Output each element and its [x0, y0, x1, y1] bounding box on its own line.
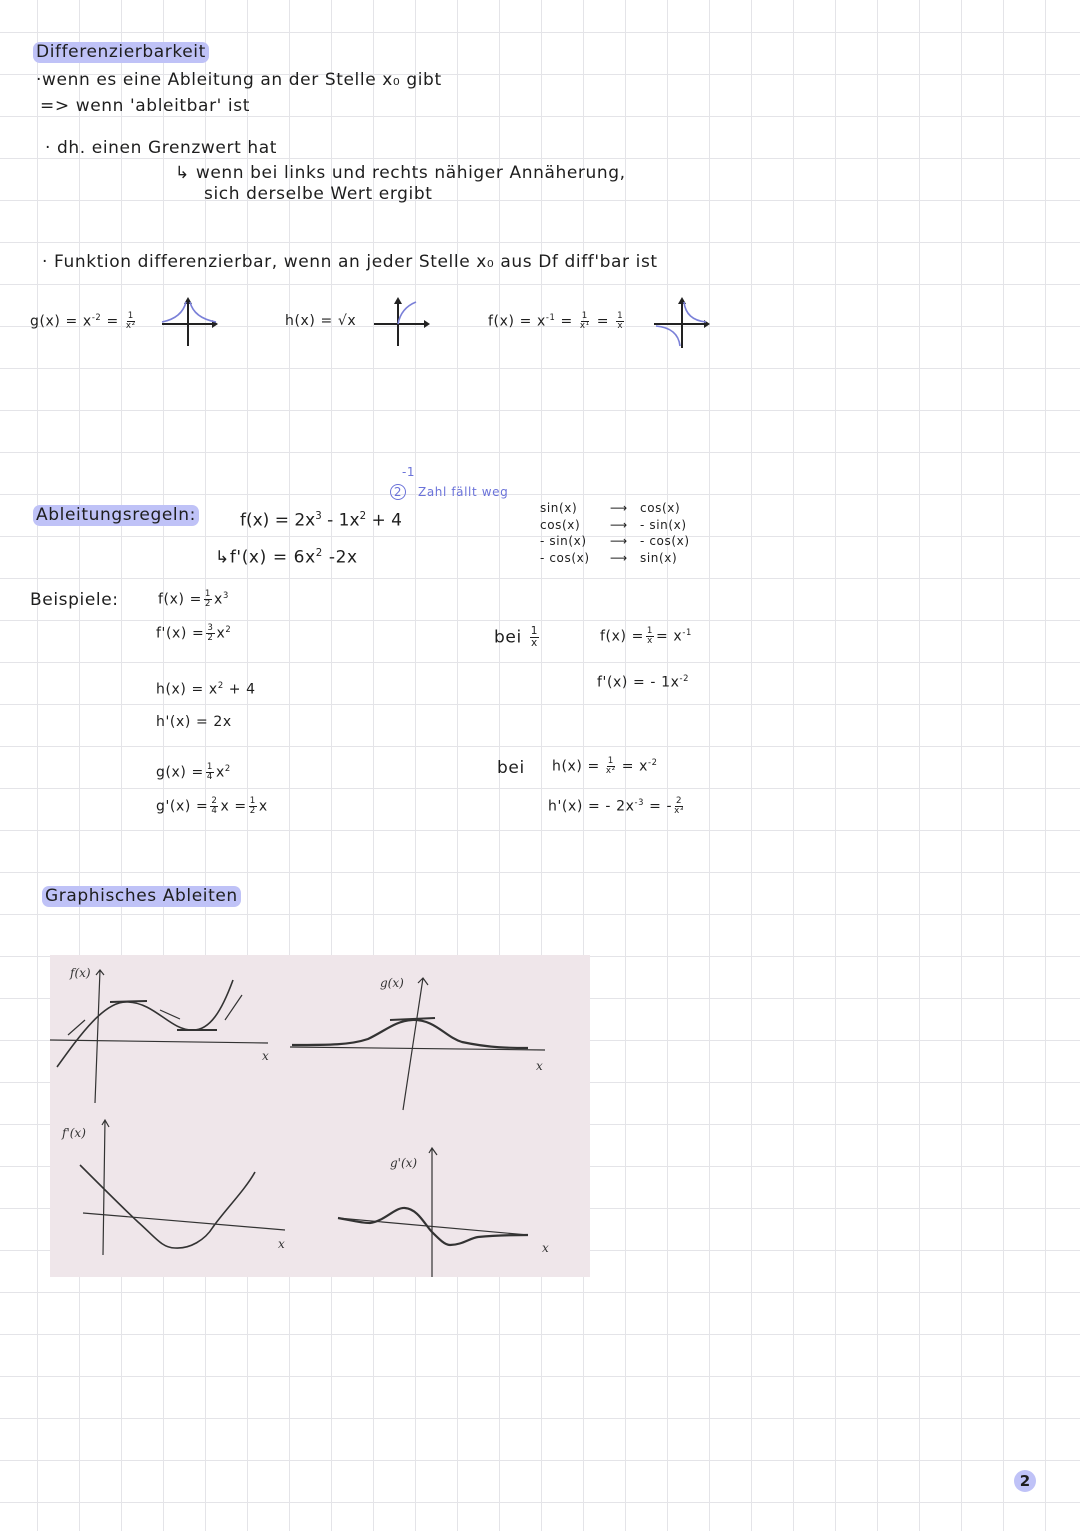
numerator: 1	[204, 589, 212, 599]
fraction	[249, 797, 257, 816]
numerator: 1	[581, 311, 588, 321]
trig-derivative-table	[540, 501, 690, 568]
f-x-label: x	[262, 1049, 269, 1063]
fraction	[210, 797, 218, 816]
g-curve	[292, 1020, 528, 1048]
trig-row	[540, 550, 678, 569]
annotation-minus-one: -1	[402, 465, 416, 479]
beispiele-label: Beispiele:	[30, 590, 119, 610]
formula-text: f'(x) = - 1x	[597, 674, 680, 691]
denominator: 2	[249, 806, 256, 817]
formula-text: bei	[494, 627, 522, 648]
example-h	[156, 681, 256, 697]
numerator: 1	[127, 311, 134, 321]
trig-to: cos(x)	[640, 501, 681, 515]
formula-text: + 4	[366, 510, 402, 531]
fraction	[674, 797, 684, 816]
fp-label: f'(x)	[62, 1126, 86, 1140]
numerator: 1	[206, 762, 214, 772]
denominator: x¹	[579, 321, 590, 332]
formula-text: x =	[220, 798, 247, 815]
g-tangent	[390, 1018, 435, 1020]
bei-label: bei	[497, 758, 525, 778]
example-f	[158, 590, 229, 609]
arrow-icon: ⟶	[610, 517, 628, 532]
exponent: -2	[647, 756, 658, 767]
rule-formula	[240, 512, 402, 530]
numerator: 1	[646, 626, 654, 636]
denominator: x²	[605, 766, 616, 777]
arrow-icon: ⟶	[610, 550, 628, 565]
rule-f-reciprocal-derivative	[597, 674, 689, 690]
exponent: -3	[634, 796, 645, 807]
numerator: 3	[207, 623, 214, 633]
fp-x-label: x	[278, 1237, 285, 1251]
gp-x-label: x	[542, 1241, 549, 1255]
formula-text: -2x	[322, 547, 358, 568]
exponent: -2	[91, 311, 102, 322]
rule-h-reciprocal	[552, 757, 658, 776]
example-h-derivative: h'(x) = 2x	[156, 714, 232, 730]
denominator: x	[647, 636, 653, 647]
trig-from: - cos(x)	[540, 550, 590, 565]
f-curve	[57, 980, 233, 1067]
derivative-sketches	[50, 955, 590, 1277]
trig-row	[540, 501, 681, 519]
trig-from: sin(x)	[540, 501, 578, 515]
denominator: 4	[206, 772, 214, 783]
denominator: x	[617, 321, 624, 332]
arrow-icon: ⟶	[610, 501, 628, 515]
gp-label: g'(x)	[390, 1156, 418, 1170]
annotation-circle: 2	[390, 484, 406, 500]
numerator: 1	[617, 311, 624, 321]
example-g	[156, 763, 231, 782]
denominator: x²	[125, 321, 136, 332]
page-number: 2	[1014, 1470, 1036, 1492]
note-line: ·wenn es eine Ableitung an der Stelle x₀ gibt	[36, 70, 442, 90]
exponent: 3	[315, 511, 322, 522]
denominator: 2	[204, 599, 212, 610]
g-label: g(x)	[380, 976, 404, 990]
fraction	[204, 590, 212, 609]
rule-h-reciprocal-derivative	[548, 797, 686, 816]
fp-curve	[80, 1165, 255, 1248]
f-tangents	[110, 1001, 217, 1030]
formula-text: x	[214, 591, 223, 608]
bei-one-over-x	[494, 626, 541, 649]
fraction	[530, 626, 539, 649]
numerator: 1	[607, 756, 614, 766]
f-y-axis	[95, 970, 104, 1103]
formula-text: f'(x) =	[156, 625, 205, 642]
formula-text: f(x) =	[600, 628, 644, 645]
g-x-label: x	[536, 1059, 543, 1073]
exponent: 2	[224, 762, 231, 773]
fraction	[206, 624, 214, 643]
formula-text: x	[216, 625, 226, 642]
formula-text: = x	[656, 628, 683, 645]
denominator: x	[531, 637, 538, 650]
trig-from: cos(x)	[540, 517, 581, 532]
formula-text: + 4	[223, 681, 256, 698]
equals: =	[106, 313, 119, 330]
formula-g	[30, 312, 138, 331]
exponent: 2	[217, 680, 224, 690]
arrow-icon: ⟶	[610, 534, 628, 548]
formula-f	[488, 312, 626, 331]
graph-x-minus-2-icon	[158, 294, 222, 348]
exponent: -1	[545, 311, 556, 322]
exponent: 2	[359, 511, 367, 522]
fraction	[616, 312, 624, 331]
formula-text: f(x) = x	[488, 313, 546, 330]
equals: =	[560, 313, 573, 330]
section-title-ableitungsregeln: Ableitungsregeln:	[33, 505, 199, 526]
formula-text: ↳f'(x) = 6x	[215, 547, 316, 568]
rule-derivative	[215, 549, 358, 567]
example-f-derivative	[156, 624, 231, 643]
section-title-differenzierbarkeit: Differenzierbarkeit	[33, 42, 209, 63]
formula-text: g(x) =	[156, 764, 204, 781]
example-g-derivative	[156, 797, 268, 816]
fp-x-axis	[83, 1213, 285, 1230]
exponent: 2	[225, 623, 232, 634]
formula-text: x	[258, 798, 268, 815]
formula-text: h(x) =	[552, 758, 600, 775]
fraction	[206, 763, 214, 782]
formula-text: = -	[649, 798, 673, 815]
numerator: 1	[530, 625, 539, 637]
g-y-axis	[403, 978, 428, 1110]
sketch-photo	[50, 955, 590, 1277]
graph-x-minus-1-icon	[650, 294, 714, 350]
exponent: 3	[222, 589, 229, 600]
exponent: -1	[682, 626, 692, 637]
exponent: -2	[679, 673, 690, 683]
denominator: 2	[207, 633, 214, 644]
f-x-axis	[50, 1040, 268, 1043]
formula-text: g'(x) =	[156, 798, 209, 815]
note-line: => wenn 'ableitbar' ist	[40, 96, 250, 116]
formula-text: - 1x	[321, 510, 360, 531]
trig-to: - sin(x)	[640, 517, 687, 532]
formula-text: x	[216, 764, 225, 781]
trig-to: - cos(x)	[640, 534, 690, 548]
formula-text: h(x) = x	[156, 681, 218, 698]
note-line: · dh. einen Grenzwert hat	[45, 138, 277, 158]
equals: =	[596, 313, 610, 330]
graph-sqrt-icon	[370, 294, 434, 348]
annotation-note: Zahl fällt weg	[418, 485, 509, 499]
gp-y-axis	[429, 1148, 437, 1277]
fraction	[606, 757, 616, 776]
trig-row	[540, 517, 687, 536]
denominator: 4	[211, 806, 218, 817]
section-title-graphisches-ableiten: Graphisches Ableiten	[42, 886, 241, 907]
trig-row	[540, 534, 690, 552]
formula-text: g(x) = x	[30, 313, 92, 330]
fraction	[580, 312, 590, 331]
formula-text: f(x) =	[158, 591, 202, 608]
denominator: x³	[674, 806, 684, 817]
fraction	[646, 627, 654, 646]
trig-from: - sin(x)	[540, 534, 587, 548]
f-label: f(x)	[70, 966, 91, 980]
note-line: · Funktion differenzierbar, wenn an jeder Stelle x₀ aus Df diff'bar ist	[42, 252, 658, 272]
numerator: 2	[211, 796, 218, 806]
formula-text: h'(x) = - 2x	[548, 798, 635, 815]
note-line: sich derselbe Wert ergibt	[204, 184, 433, 204]
numerator: 2	[675, 796, 683, 806]
formula-h: h(x) = √x	[285, 313, 357, 329]
fraction	[126, 312, 136, 331]
formula-text: = x	[621, 758, 648, 775]
numerator: 1	[249, 796, 256, 806]
note-line: ↳ wenn bei links und rechts nähiger Annäherung,	[175, 163, 626, 183]
rule-f-reciprocal	[600, 627, 692, 646]
formula-text: f(x) = 2x	[240, 510, 316, 531]
trig-to: sin(x)	[640, 550, 678, 565]
exponent: 2	[315, 548, 323, 559]
